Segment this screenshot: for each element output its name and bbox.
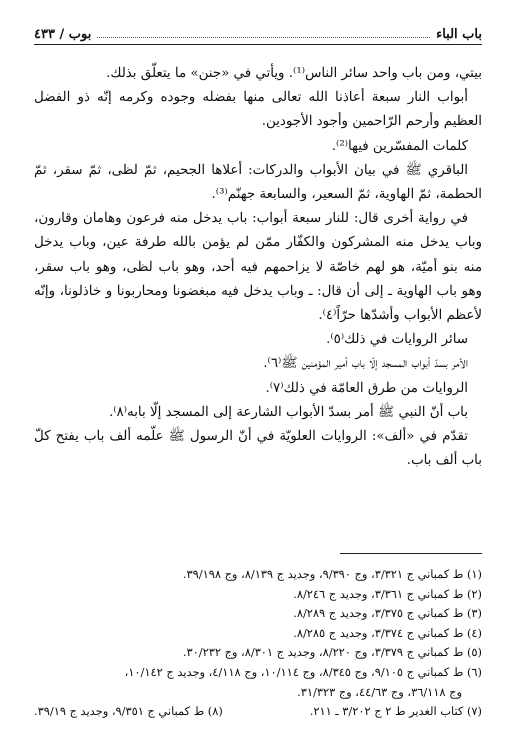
paragraph: أبواب النار سبعة أعاذنا الله تعالى منها بفضله وجوده وكرمه إنّه ذو الفضل العظيم وأرحم الرّاحمين وأجود الأجودين. (34, 90, 482, 130)
footnote: (٥) ط كمباني ج ٣/٣٧٩، وج ٨/٢٢٠، وجديد ج ٨/٣٠١، وج ٣٠/٢٣٢. (182, 645, 482, 660)
paragraph: تقدّم في «ألف»: الروايات العلويّة في أنّ الرسول ﷺ علّمه ألف باب يفتح كلّ باب ألف باب. (34, 429, 482, 469)
header-page-ref: بوب / ٤٣٣ (34, 27, 92, 42)
paragraph: الروايات من طرق العامّة في ذلك⁽٧⁾. (265, 380, 468, 396)
paragraph: باب أنّ النبي ﷺ أمر بسدّ الأبواب الشارعة إلى المسجد إلّا بابه⁽٨⁾. (108, 404, 468, 420)
paragraph: سائر الروايات في ذلك⁽٥⁾. (326, 332, 468, 348)
paragraph: بيتي، ومن باب واحد سائر الناس⁽¹⁾. ويأتي في «جنن» ما يتعلّق بذلك. (106, 66, 482, 81)
footnote-pair (34, 702, 482, 722)
footnote-separator (340, 553, 482, 554)
paragraph: الباقري ﷺ في بيان الأبواب والدركات: أعلاها الجحيم، ثمّ لظى، ثمّ سقر، ثمّ الحطمة، ثمّ الهاوية، ثمّ السعير، والسابعة جهنّم⁽³⁾. (34, 162, 482, 203)
footnote: (٧) كتاب الغدير ط ٢ ج ٣/٢٠٢ ـ ٢١١. (309, 704, 482, 719)
header-title: باب الباء (436, 27, 482, 42)
paragraph: كلمات المفسّرين فيها⁽²⁾. (331, 138, 468, 154)
paragraph: الأمر بسدّ أبواب المسجد إلّا باب أمير المؤمنين ﷺ⁽٦⁾. (263, 356, 468, 372)
footnote: (٢) ط كمباني ج ٣/٣٦١، وجديد ج ٨/٢٤٦. (293, 586, 482, 601)
footnote: (٨) ط كمباني ج ٩/٣٥١، وجديد ج ٣٩/١٩. (34, 704, 223, 719)
running-header (34, 20, 482, 45)
footnote: (٤) ط كمباني ج ٣/٣٧٤، وجديد ج ٨/٢٨٥. (293, 625, 482, 640)
header-leader-dots (97, 37, 430, 38)
main-text (34, 62, 482, 473)
footnote: (٣) ط كمباني ج ٣/٣٧٥، وجديد ج ٨/٢٨٩. (293, 606, 482, 621)
footnote-continuation: وج ٣٦/١١٨، وج ٤٤/٦٣، وج ٣١/٣٢٣. (297, 684, 462, 699)
footnote: (٦) ط كمباني ج ٩/١٠٥، وج ٨/٣٤٥، وج ١٠/١١٤، وج ٤/١١٨، وجديد ج ١٠/١٤٢، (124, 664, 482, 679)
footnote: (١) ط كمباني ج ٣/٣٢١، وج ٩/٣٩٠، وجديد ج ٨/١٣٩، وج ٣٩/١٩٨. (182, 567, 482, 581)
footnotes (34, 565, 482, 722)
paragraph: في رواية أخرى قال: للنار سبعة أبواب: باب يدخل منه فرعون وهامان وقارون، وباب يدخل منه المشركون والكفّار ممّن لم يؤمن بالله طرفة عين، وباب يدخل منه بنو أميّة، هو لهم خاصّة لا يزاحمهم فيه أحد، وهو باب لظى، وهو باب سقر، وهو باب الهاوية ـ إلى أن قال: ـ وباب يدخل فيه مبغضونا ومحاربونا و خاذلونا، وإنّه لأعظم الأبواب وأشدّها حرّاً⁽٤⁾. (34, 211, 482, 324)
